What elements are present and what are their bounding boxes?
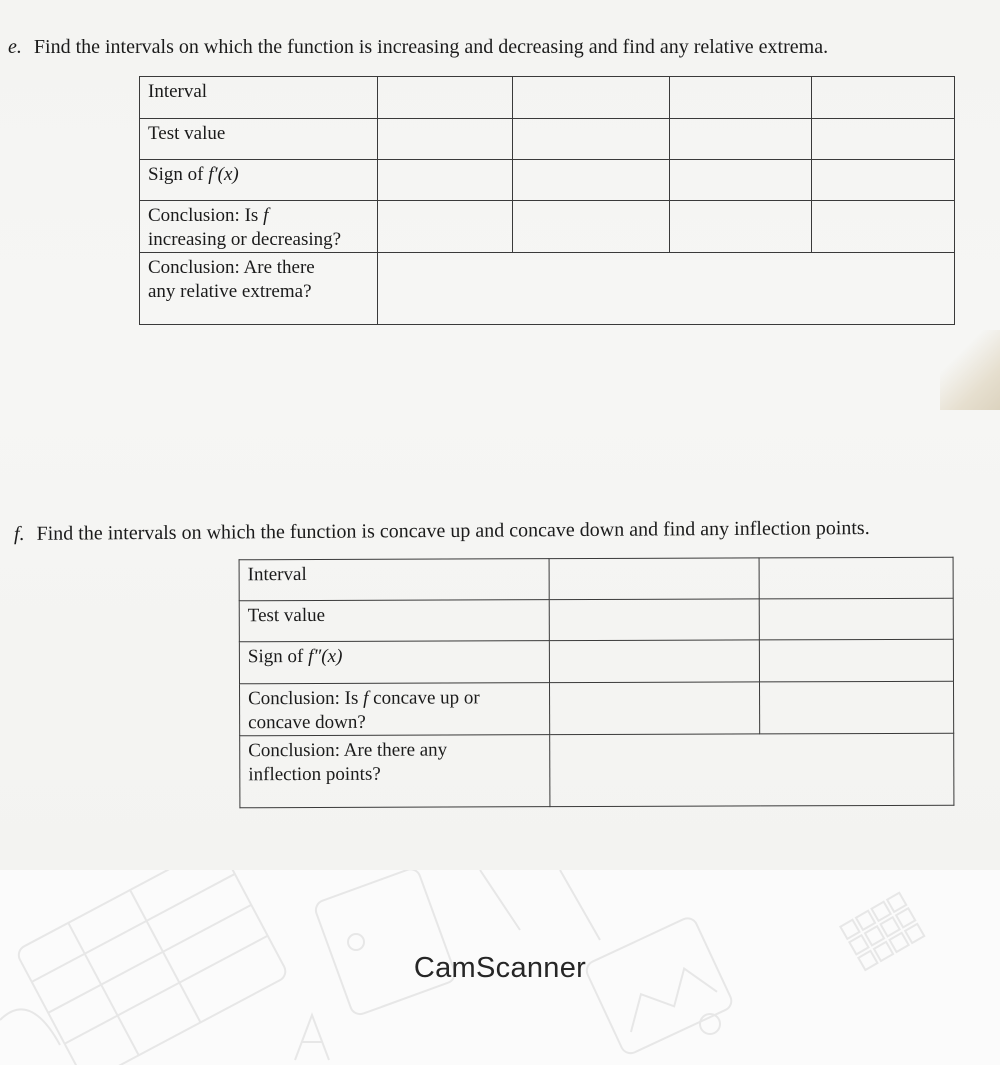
row-label-test-value: Test value [140,119,378,160]
first-derivative-notation: f′(x) [208,164,239,185]
table-cell[interactable] [759,598,953,640]
function-symbol: f [263,205,269,226]
table-cell[interactable] [513,160,670,201]
table-cell[interactable] [378,77,513,119]
table-cell[interactable] [378,201,513,253]
row-label-sign [239,641,549,684]
table-cell[interactable] [812,201,955,253]
table-row [140,77,955,119]
label-line1: Conclusion: Are there [148,257,315,278]
row-label-conclusion-extrema [140,253,378,325]
section-f-heading [14,517,870,546]
label-line2: concave down? [248,711,366,734]
row-label-sign-prefix: Sign of [247,646,309,668]
row-label-conclusion-inflection [240,735,550,808]
row-label-sign [140,160,378,201]
label-line1: Conclusion: Are there any [248,739,448,762]
label-line2: any relative extrema? [148,281,312,302]
table-cell[interactable] [549,640,759,683]
sign-chart-table-f [239,557,955,808]
table-row [240,681,954,735]
camscanner-label: CamScanner [413,952,587,984]
row-label-interval: Interval [140,77,378,119]
table-cell[interactable] [378,119,513,160]
table-cell[interactable] [759,681,953,734]
table-cell[interactable] [550,682,760,735]
section-e-instruction: Find the intervals on which the function is increasing and decreasing and find any relative extrema. [33,36,829,58]
camscanner-watermark-footer [0,870,1000,1065]
table-cell[interactable] [670,201,812,253]
section-e-heading [8,36,828,59]
row-label-conclusion-increasing [140,201,378,253]
row-label-conclusion-concavity [240,683,550,736]
label-line1-prefix: Conclusion: Is [248,687,364,710]
label-line1-prefix: Conclusion: Is [148,205,264,226]
table-row [239,639,953,683]
table-row [240,733,954,807]
table-row [140,253,955,325]
row-label-interval: Interval [239,559,549,601]
table-cell[interactable] [513,201,670,253]
table-cell[interactable] [812,77,955,119]
table-cell[interactable] [513,77,670,119]
table-cell-merged[interactable] [550,733,954,806]
label-line1-suffix: concave up or [368,687,480,709]
table-cell[interactable] [670,119,812,160]
table-cell[interactable] [549,558,759,600]
table-cell-merged[interactable] [378,253,955,325]
second-derivative-notation: f″(x) [308,645,343,668]
row-label-test-value: Test value [239,600,549,642]
table-row [239,557,953,600]
table-cell[interactable] [670,77,812,119]
table-cell[interactable] [759,639,953,682]
table-row [239,598,953,641]
table-row [140,201,955,253]
table-cell[interactable] [812,119,955,160]
sign-chart-table-e [139,76,955,325]
function-symbol: f [363,687,369,709]
section-e-letter: e. [8,36,22,58]
section-f-instruction: Find the intervals on which the function is concave up and concave down and find any inflection points. [36,517,870,545]
table-cell[interactable] [549,599,759,641]
table-row [140,160,955,201]
row-label-sign-prefix: Sign of [148,164,209,185]
section-f-letter: f. [13,522,25,545]
table-cell[interactable] [759,557,953,599]
table-cell[interactable] [378,160,513,201]
table-row [140,119,955,160]
label-line2: inflection points? [248,763,381,786]
page-curl-shadow [940,330,1000,410]
table-cell[interactable] [513,119,670,160]
table-cell[interactable] [812,160,955,201]
label-line2: increasing or decreasing? [148,229,342,250]
table-cell[interactable] [670,160,812,201]
